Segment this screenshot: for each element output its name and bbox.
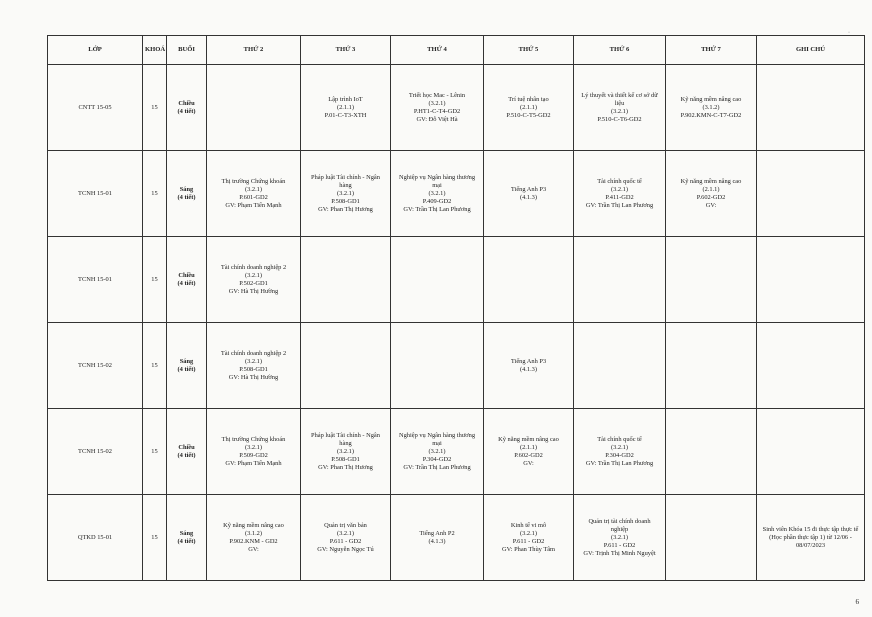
column-header: KHOÁ (143, 36, 167, 65)
schedule-cell (574, 323, 666, 409)
cell-line: GV: (248, 545, 259, 553)
cell-line: GV: (523, 459, 534, 467)
cell-line: Thị trường Chứng khoán (221, 177, 286, 185)
schedule-cell (207, 323, 301, 409)
cell-line: GV: Trần Thị Lan Phương (403, 205, 471, 213)
cell-line: Pháp luật Tài chính - Ngân (311, 431, 380, 439)
cell-line: P.304-GD2 (605, 451, 634, 459)
schedule-cell (207, 409, 301, 495)
cell-line: (3.2.1) (428, 189, 446, 197)
cell-line: P.602-GD2 (696, 193, 726, 201)
schedule-cell (574, 237, 666, 323)
cell-line: GV: Nguyễn Ngọc Tú (317, 545, 374, 553)
cell-line: GV: Đỗ Việt Hà (416, 115, 458, 123)
cell-line: GV: Trần Thị Lan Phương (403, 463, 471, 471)
cell-line: Thị trường Chứng khoán (221, 435, 286, 443)
schedule-cell (391, 495, 484, 581)
cell-line: Tài chính doanh nghiệp 2 (220, 349, 287, 357)
course-cell: 15 (143, 323, 167, 409)
cell-line: (3.1.2) (244, 529, 263, 537)
cell-line: hàng (339, 439, 352, 447)
cell-line: P.508-GD1 (331, 455, 360, 463)
cell-line: P.508-GD1 (331, 197, 360, 205)
column-header: THỨ 3 (301, 36, 391, 65)
schedule-cell (666, 65, 757, 151)
table-row (48, 151, 865, 237)
schedule-cell (301, 65, 391, 151)
cell-line: (4.1.3) (519, 365, 538, 373)
cell-line: P.602-GD2 (514, 451, 543, 459)
header-row (48, 36, 865, 65)
schedule-cell (484, 323, 574, 409)
cell-line: GV: Phạm Tiến Mạnh (225, 459, 282, 467)
cell-line: Quản trị tài chính doanh (588, 517, 651, 525)
class-cell: TCNH 15-02 (48, 409, 143, 495)
schedule-cell (207, 65, 301, 151)
column-header: THỨ 7 (666, 36, 757, 65)
column-header: LỚP (48, 36, 143, 65)
course-cell: 15 (143, 409, 167, 495)
cell-line: GV: Phạm Tiến Mạnh (225, 201, 282, 209)
table-row (48, 65, 865, 151)
note-cell (757, 237, 865, 323)
cell-line: GV: Hà Thị Hường (228, 373, 279, 381)
note-cell (757, 409, 865, 495)
schedule-cell (301, 237, 391, 323)
cell-line: Nghiệp vụ Ngân hàng thương (398, 173, 476, 181)
cell-line: (3.2.1) (244, 357, 263, 365)
session-line: Sáng (179, 529, 194, 537)
session-line: (4 tiết) (177, 451, 196, 459)
course-cell: 15 (143, 151, 167, 237)
cell-line: P.611 - GD2 (512, 537, 545, 545)
cell-line: (3.2.1) (428, 99, 446, 107)
column-header: GHI CHÚ (757, 36, 865, 65)
note-cell (757, 151, 865, 237)
session-line: (4 tiết) (177, 107, 196, 115)
cell-line: (3.2.1) (244, 443, 263, 451)
column-header: THỨ 2 (207, 36, 301, 65)
cell-line: 08/07/2023 (795, 541, 826, 549)
cell-line: liệu (614, 99, 625, 107)
schedule-cell (574, 409, 666, 495)
cell-line: P.HT1-C-T4-GD2 (413, 107, 461, 115)
cell-line: P.510-C-T6-GD2 (597, 115, 642, 123)
cell-line: mại (432, 181, 442, 189)
schedule-cell (391, 409, 484, 495)
cell-line: nghiệp (610, 525, 629, 533)
cell-line: P.510-C-T5-GD2 (506, 111, 551, 119)
cell-line: Sinh viên Khóa 15 đi thực tập thực tế (762, 525, 859, 533)
cell-line: (2.1.1) (336, 103, 355, 111)
schedule-cell (484, 409, 574, 495)
schedule-cell (391, 65, 484, 151)
cell-line: (4.1.3) (428, 537, 446, 545)
corner-mark: · (848, 30, 850, 36)
cell-line: Kỹ năng mềm nâng cao (680, 95, 742, 103)
cell-line: (3.2.1) (610, 533, 629, 541)
cell-line: (2.1.1) (519, 443, 538, 451)
cell-line: P.409-GD2 (422, 197, 452, 205)
cell-line: Triết học Mac - Lênin (408, 91, 466, 99)
session-cell (167, 151, 207, 237)
cell-line: GV: Hà Thị Hường (228, 287, 279, 295)
course-cell: 15 (143, 495, 167, 581)
cell-line: P.304-GD2 (422, 455, 452, 463)
cell-line: GV: Trần Thị Lan Phương (585, 201, 654, 209)
session-line: Chiều (178, 99, 195, 107)
table-row (48, 237, 865, 323)
cell-line: (3.2.1) (519, 529, 538, 537)
column-header: THỨ 4 (391, 36, 484, 65)
column-header: THỨ 6 (574, 36, 666, 65)
cell-line: P.601-GD2 (239, 193, 268, 201)
cell-line: Trí tuệ nhân tạo (508, 95, 549, 103)
column-header: THỨ 5 (484, 36, 574, 65)
cell-line: (3.2.1) (336, 189, 355, 197)
cell-line: Tài chính quốc tế (597, 435, 642, 443)
schedule-cell (574, 151, 666, 237)
session-line: (4 tiết) (177, 279, 196, 287)
cell-line: Tiếng Anh P3 (510, 357, 547, 365)
cell-line: Tài chính quốc tế (597, 177, 642, 185)
schedule-cell (484, 237, 574, 323)
cell-line: P.611 - GD2 (329, 537, 362, 545)
course-cell: 15 (143, 65, 167, 151)
cell-line: (2.1.1) (519, 103, 538, 111)
timetable (47, 35, 865, 581)
cell-line: Tiếng Anh P2 (419, 529, 455, 537)
cell-line: Kỹ năng mềm nâng cao (223, 521, 284, 529)
cell-line: Lý thuyết và thiết kế cơ sở dữ (581, 91, 658, 99)
schedule-cell (574, 65, 666, 151)
schedule-cell (301, 323, 391, 409)
class-cell: TCNH 15-01 (48, 237, 143, 323)
cell-line: (2.1.1) (702, 185, 720, 193)
cell-line: GV: Trịnh Thị Minh Nguyệt (583, 549, 656, 557)
class-cell: QTKD 15-01 (48, 495, 143, 581)
schedule-cell (207, 237, 301, 323)
note-cell (757, 65, 865, 151)
cell-line: (3.2.1) (610, 185, 629, 193)
session-cell (167, 65, 207, 151)
schedule-cell (207, 151, 301, 237)
column-header: BUỔI (167, 36, 207, 65)
cell-line: (3.2.1) (610, 107, 629, 115)
cell-line: (3.2.1) (610, 443, 629, 451)
cell-line: (Học phần thực tập 1) từ 12/06 - (769, 533, 852, 541)
cell-line: hàng (339, 181, 352, 189)
cell-line: Tài chính doanh nghiệp 2 (220, 263, 287, 271)
schedule-cell (666, 323, 757, 409)
schedule-cell (484, 151, 574, 237)
cell-line: GV: Phan Thị Hương (318, 205, 373, 213)
cell-line: GV: Trần Thị Lan Phương (585, 459, 654, 467)
session-line: (4 tiết) (177, 537, 196, 545)
cell-line: (3.1.2) (702, 103, 720, 111)
schedule-cell (301, 495, 391, 581)
schedule-cell (666, 151, 757, 237)
table-row (48, 323, 865, 409)
cell-line: P.502-GD1 (239, 279, 268, 287)
schedule-cell (666, 237, 757, 323)
cell-line: P.508-GD1 (239, 365, 268, 373)
note-cell (757, 495, 865, 581)
cell-line: P.411-GD2 (605, 193, 634, 201)
schedule-cell (301, 151, 391, 237)
schedule-cell (391, 323, 484, 409)
class-cell: CNTT 15-05 (48, 65, 143, 151)
session-line: Sáng (179, 185, 194, 193)
session-line: Chiều (178, 271, 195, 279)
session-line: (4 tiết) (177, 365, 196, 373)
session-cell (167, 495, 207, 581)
cell-line: Lập trình IoT (328, 95, 363, 103)
schedule-cell (301, 409, 391, 495)
schedule-cell (207, 495, 301, 581)
schedule-cell (666, 409, 757, 495)
session-line: Chiều (178, 443, 195, 451)
cell-line: GV: (705, 201, 717, 209)
page-number: 6 (855, 598, 859, 606)
cell-line: Kỹ năng mềm nâng cao (680, 177, 742, 185)
schedule-cell (574, 495, 666, 581)
cell-line: Quản trị văn bản (324, 521, 367, 529)
table-row (48, 409, 865, 495)
schedule-cell (391, 151, 484, 237)
schedule-cell (391, 237, 484, 323)
session-cell (167, 409, 207, 495)
cell-line: Pháp luật Tài chính - Ngân (311, 173, 380, 181)
cell-line: (3.2.1) (244, 271, 263, 279)
cell-line: Kỹ năng mềm nâng cao (498, 435, 559, 443)
cell-line: P.902.KNM - GD2 (229, 537, 278, 545)
cell-line: mại (432, 439, 442, 447)
cell-line: Tiếng Anh P3 (510, 185, 547, 193)
cell-line: GV: Phan Thùy Tâm (501, 545, 556, 553)
session-cell (167, 323, 207, 409)
schedule-cell (484, 495, 574, 581)
cell-line: (3.2.1) (244, 185, 263, 193)
schedule-cell (666, 495, 757, 581)
session-cell (167, 237, 207, 323)
class-cell: TCNH 15-01 (48, 151, 143, 237)
class-cell: TCNH 15-02 (48, 323, 143, 409)
cell-line: (3.2.1) (428, 447, 446, 455)
schedule-cell (484, 65, 574, 151)
course-cell: 15 (143, 237, 167, 323)
note-cell (757, 323, 865, 409)
cell-line: Kinh tế vi mô (510, 521, 547, 529)
cell-line: (3.2.1) (336, 447, 355, 455)
cell-line: (4.1.3) (519, 193, 538, 201)
cell-line: P.509-GD2 (239, 451, 268, 459)
cell-line: GV: Phan Thị Hương (318, 463, 373, 471)
cell-line: P.611 - GD2 (603, 541, 636, 549)
cell-line: P.902.KMN-C-T7-GD2 (680, 111, 742, 119)
session-line: Sáng (179, 357, 194, 365)
cell-line: (3.2.1) (336, 529, 355, 537)
cell-line: P.01-C-T3-XTH (324, 111, 367, 119)
table-row (48, 495, 865, 581)
session-line: (4 tiết) (177, 193, 196, 201)
cell-line: Nghiệp vụ Ngân hàng thương (398, 431, 476, 439)
